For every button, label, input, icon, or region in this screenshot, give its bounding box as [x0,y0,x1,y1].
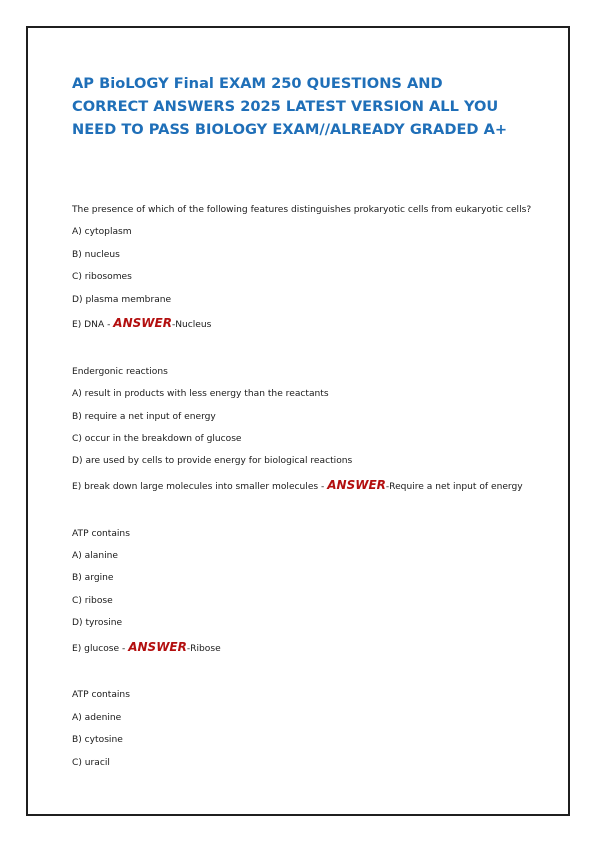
option-with-answer [72,635,532,662]
option: B) nucleus [72,249,120,260]
option: A) adenine [72,712,122,723]
spacer [72,338,532,360]
option: E) break down large molecules into smaller molecules - [72,481,328,492]
option: D) are used by cells to provide energy for biological reactions [72,456,353,467]
question-block [72,199,532,338]
question-text: Endergonic reactions [72,366,168,377]
option: D) plasma membrane [72,294,172,305]
option: C) ribosomes [72,272,132,283]
option: A) alanine [72,551,118,562]
answer-text: -Require a net input of energy [385,481,523,492]
option: D) tyrosine [72,618,123,629]
option: C) ribose [72,595,113,606]
document-title: AP BioLOGY Final EXAM 250 QUESTIONS AND CORRECT ANSWERS 2025 LATEST VERSION ALL YOU NEED TO PASS BIOLOGY EXAM//ALREADY GRADED A+ [72,75,508,138]
option: A) cytoplasm [72,227,132,238]
option-with-answer [72,473,532,500]
answer-text: -Nucleus [171,320,212,331]
question-block [72,523,532,662]
option: B) cytosine [72,735,123,746]
spacer [72,662,532,684]
option-with-answer [72,311,532,338]
question-block [72,361,532,500]
option: A) result in products with less energy than the reactants [72,389,329,400]
option: C) occur in the breakdown of glucose [72,434,242,445]
question-text: The presence of which of the following features distinguishes prokaryotic cells from eukaryotic cells? [72,205,532,215]
question-text: ATP contains [72,528,130,539]
option: E) glucose - [72,643,129,654]
question-text: ATP contains [72,690,130,701]
answer-label: ANSWER [128,639,187,654]
answer-label: ANSWER [113,316,172,331]
option: B) argine [72,573,114,584]
option: C) uracil [72,757,110,768]
answer-label: ANSWER [327,477,386,492]
option: E) DNA - [72,320,114,331]
question-block [72,684,532,774]
spacer [72,500,532,522]
option: B) require a net input of energy [72,411,216,422]
title-block [72,72,532,199]
document-body [72,72,532,774]
answer-text: -Ribose [186,643,221,654]
